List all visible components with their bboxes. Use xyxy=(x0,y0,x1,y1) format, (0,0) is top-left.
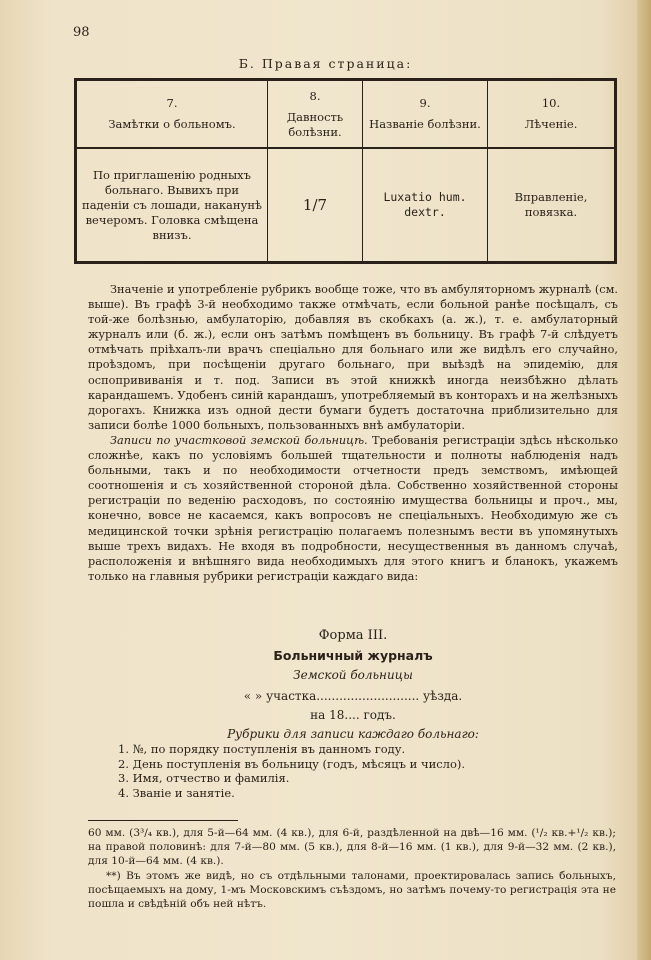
cell-notes: По приглашенію родныхъ больнаго. Вывихъ при паденіи съ лошади, наканунѣ вечеромъ. Головка смѣщена внизъ. xyxy=(76,148,268,263)
paragraph-2: Записи по участковой земской больницѣ. Требованія регистраціи здѣсь нѣсколько сложнѣе, какъ по условіямъ большей тщательности и полноты наблюденія надъ больными, такъ и по необходимости отчетности предъ земствомъ, имѣющей соотношенія и съ хозяйственной стороной дѣла. Собственно хозяйственной стороны регистраціи по веденію расходовъ, по состоянію имущества больницы и проч., мы, конечно, вовсе не касаемся, какъ вопросовъ не спеціальныхъ. Необходимую же съ медицинской точки зрѣнія регистрацію полагаемъ полезнымъ вести въ упомянутыхъ выше трехъ видахъ. Не входя въ подробности, несущественныя въ данномъ случаѣ, расположенія и внѣшняго вида необходимыхъ для этого книгъ и бланокъ, укажемъ только на главныя рубрики регистраціи каждаго вида: xyxy=(88,433,619,583)
page-edge xyxy=(637,0,651,960)
page-number: 98 xyxy=(73,25,90,40)
district-line: « » участка........................... уѣзда. xyxy=(243,689,463,703)
table-row xyxy=(76,148,616,263)
col-header-treatment: 10. Лѣченіе. xyxy=(488,80,616,149)
paragraph-1: Значеніе и употребленіе рубрикъ вообще тоже, что въ амбуляторномъ журналѣ (см. выше). Въ графѣ 3-й необходимо также отмѣчать, если больной ранѣе посѣщалъ, съ той-же болѣзнью, амбулаторію, добавляя въ скобкахъ (а. ж.), т. е. амбулаторный журналъ или (б. ж.), если онъ затѣмъ помѣщенъ въ больницу. Въ графѣ 7-й слѣдуетъ отмѣчать пріѣхалъ-ли врачъ спеціально для больнаго или же видѣлъ его случайно, проѣздомъ, при посѣщеніи другаго больнаго, при выѣздѣ на эпидемію, для оспопрививанія и т. под. Записи въ этой книжкѣ иногда неизбѣжно дѣлать карандашемъ. Удобенъ синій карандашъ, употребляемый въ конторахъ и на желѣзныхъ дорогахъ. Книжка изъ одной дести бумаги будетъ достаточна приблизительно для записи болѣе 1000 больныхъ, пользованныхъ внѣ амбулаторіи. xyxy=(88,283,618,432)
paragraph-2-lead: Записи по участковой земской больницѣ. xyxy=(110,433,368,447)
footnote-2: **) Въ этомъ же видѣ, но съ отдѣльными талонами, проектировалась запись больныхъ, посѣщаемыхъ на дому, 1-мъ Московскимъ съѣздомъ, но затѣмъ почему-то регистрація эта не пошла и свѣдѣній объ ней нѣтъ. xyxy=(88,869,616,911)
list-item: 4. Званіе и занятіе. xyxy=(118,785,235,800)
rubrics-list xyxy=(118,742,465,800)
footnote-divider xyxy=(88,820,238,821)
col-header-disease: 9. Названіе болѣзни. xyxy=(363,80,488,149)
col-header-notes: 7. Замѣтки о больномъ. xyxy=(76,80,268,149)
col-header-duration: 8. Давность болѣзни. xyxy=(268,80,363,149)
list-item: 3. Имя, отчество и фамилія. xyxy=(118,771,290,785)
body-text xyxy=(88,282,618,584)
footnotes xyxy=(88,826,616,911)
cell-treatment: Вправленіе, повязка. xyxy=(488,148,616,263)
journal-title: Больничный журналъ xyxy=(273,648,433,663)
table-heading: Б. Правая страница: xyxy=(238,56,413,71)
list-item: 1. №, по порядку поступленія въ данномъ году. xyxy=(118,742,406,756)
hospital-line: Земской больницы xyxy=(293,668,413,682)
year-line: на 18.... годъ. xyxy=(310,708,396,722)
cell-disease: Luxatio hum. dextr. xyxy=(363,148,488,263)
rubrics-heading: Рубрики для записи каждаго больнаго: xyxy=(227,727,479,741)
form-title: Форма III. xyxy=(318,628,388,643)
table-header-row xyxy=(76,80,616,149)
list-item: 2. День поступленія въ больницу (годъ, мѣсяцъ и число). xyxy=(118,756,466,771)
footnote-1: 60 мм. (3³/₄ кв.), для 5-й—64 мм. (4 кв.), для 6-й, раздѣленной на двѣ—16 мм. (¹/₂ кв.+¹/₂ кв.); на правой половинѣ: для 7-й—80 мм. (5 кв.), для 8-й—16 мм. (1 кв.), для 9-й—32 мм. (2 кв.), для 10-й—64 мм. (4 кв.). xyxy=(88,827,616,868)
register-table xyxy=(74,78,617,264)
cell-duration: 1/7 xyxy=(268,148,363,263)
